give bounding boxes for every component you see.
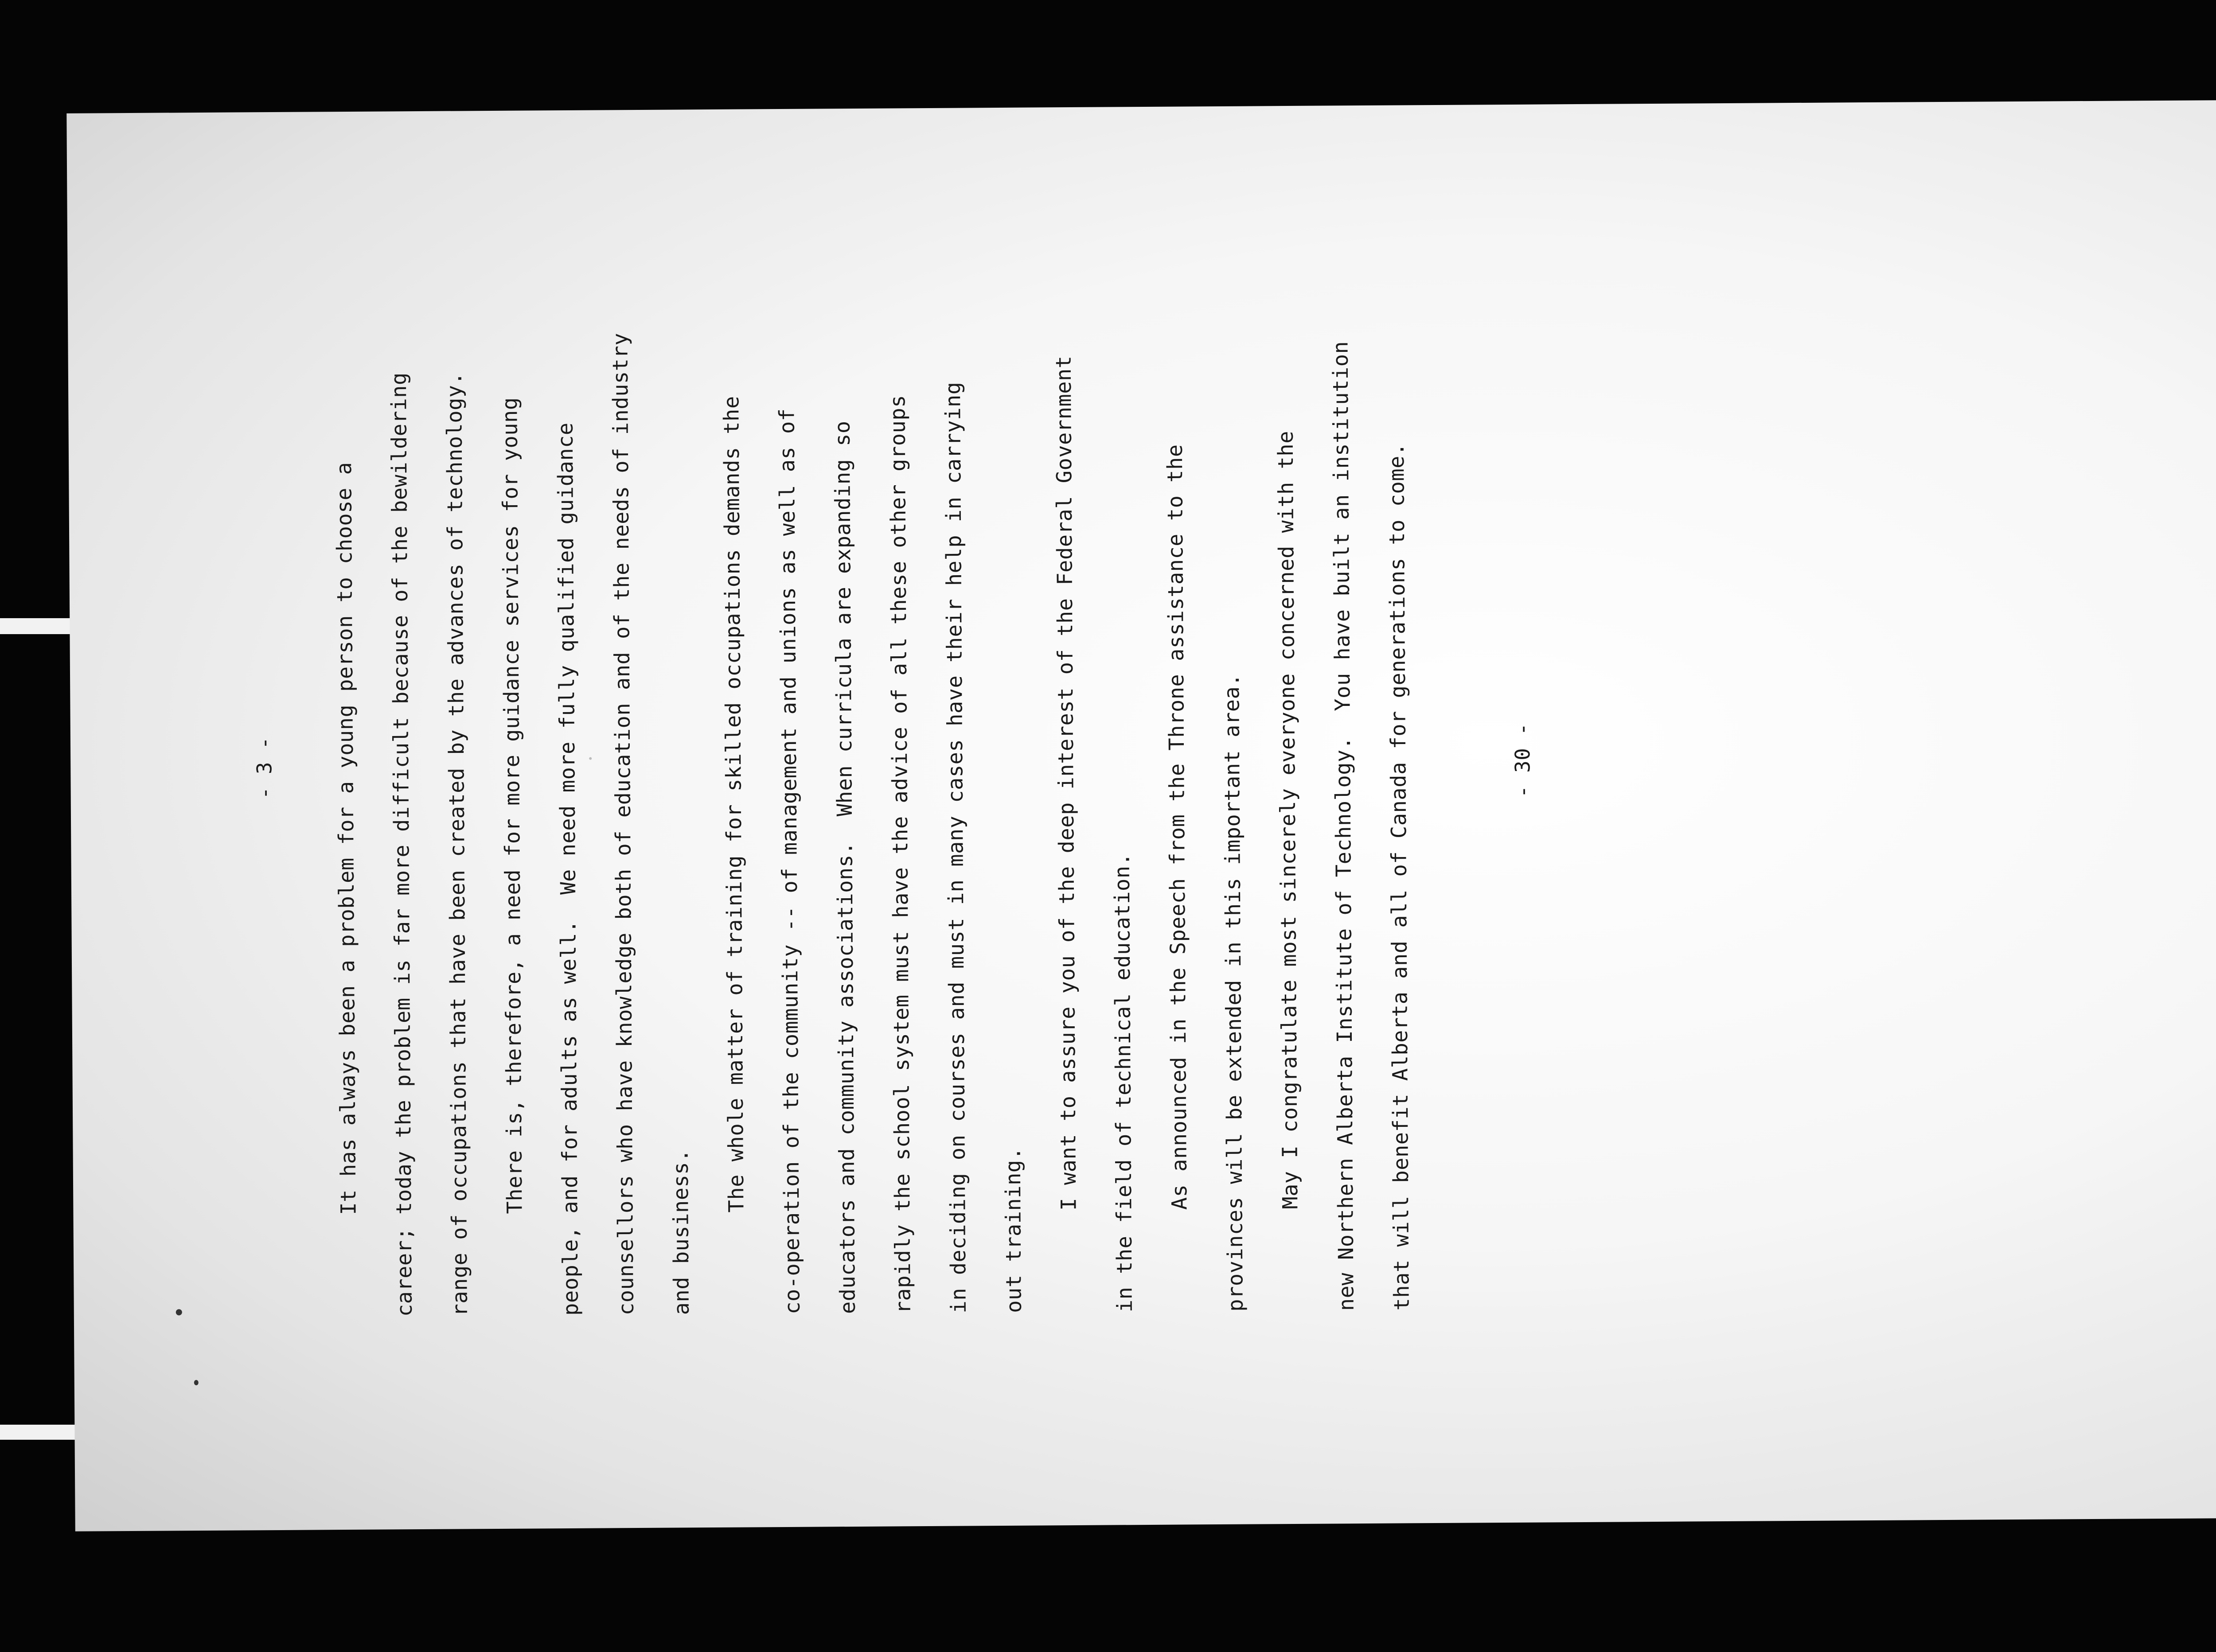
text-line: career; today the problem is far more difficult because of the bewildering [386, 372, 417, 1317]
text-line: that will benefit Alberta and all of Canada for generations to come. [1384, 443, 1414, 1311]
text-line: co-operation of the community -- of management and unions as well as of [775, 408, 805, 1315]
text-line: The whole matter of training for skilled occupations demands the [719, 396, 749, 1315]
text-line: people, and for adults as well. We need more fully qualified guidance [553, 422, 583, 1316]
text-line: in deciding on courses and must in many cases have their help in carrying [941, 382, 971, 1313]
dust-speck [194, 1380, 199, 1385]
text-line: As announced in the Speech from the Throne assistance to the [1163, 444, 1193, 1312]
text-line: It has always been a problem for a young person to choose a [332, 462, 362, 1317]
text-line: and business. [668, 1149, 694, 1315]
document-page [66, 99, 2216, 1531]
dust-speck [176, 1309, 182, 1315]
text-line: counsellors who have knowledge both of education and of the needs of industry [608, 332, 639, 1316]
text-line: in the field of technical education. [1110, 853, 1137, 1313]
typed-text-block [249, 211, 1538, 1318]
text-line: new Northern Alberta Institute of Technology. You have built an institution [1328, 341, 1359, 1311]
text-line: I want to assure you of the deep interest of the Federal Government [1051, 355, 1082, 1313]
text-line: May I congratulate most sincerely everyone concerned with the [1273, 430, 1303, 1312]
document-page-wrapper [66, 99, 2216, 1531]
text-line: rapidly the school system must have the advice of all these other groups [886, 394, 916, 1314]
text-line: out training. [1001, 1147, 1026, 1313]
page-header-number: - 3 - [252, 736, 277, 799]
text-line: range of occupations that have been created by the advances of technology. [442, 372, 472, 1317]
page-footer-number: - 30 - [1510, 723, 1535, 798]
text-line: educators and community associations. When curricula are expanding so [830, 421, 860, 1314]
text-line: There is, therefore, a need for more guidance services for young [498, 397, 528, 1316]
text-line: provinces will be extended in this important area. [1220, 673, 1248, 1312]
